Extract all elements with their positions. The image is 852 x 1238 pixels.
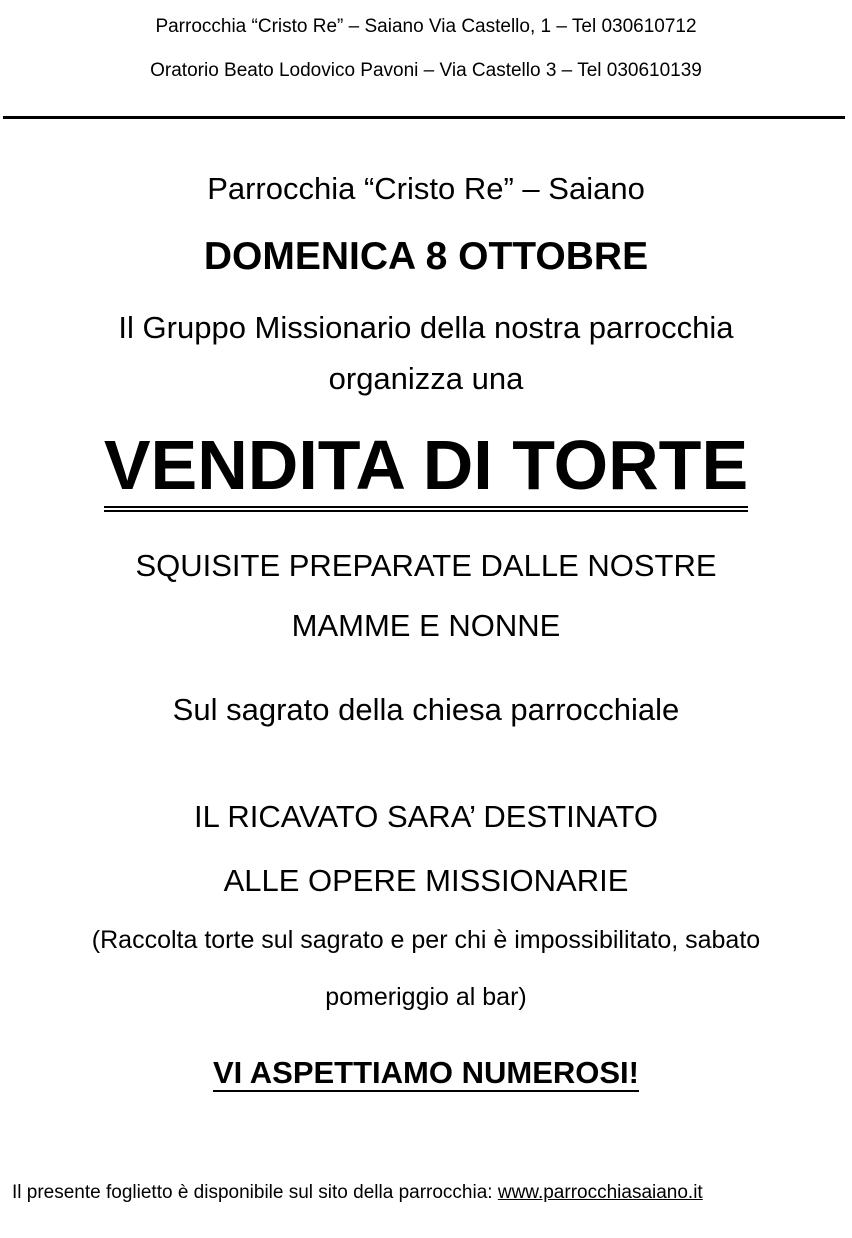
proceeds-line-2: ALLE OPERE MISSIONARIE xyxy=(223,863,629,898)
header-address-line: Parrocchia “Cristo Re” – Saiano Via Castello, 1 – Tel 030610712 xyxy=(155,16,697,37)
header-oratorio-line: Oratorio Beato Lodovico Pavoni – Via Castello 3 – Tel 030610139 xyxy=(150,60,702,81)
location-text: Sul sagrato della chiesa parrocchiale xyxy=(172,692,680,727)
collection-note-line-2: pomeriggio al bar) xyxy=(325,983,527,1011)
main-title-container xyxy=(0,426,852,512)
header-divider xyxy=(3,116,845,119)
collection-note-line-1: (Raccolta torte sul sagrato e per chi è impossibilitato, sabato xyxy=(91,926,761,954)
parish-name: Parrocchia “Cristo Re” – Saiano xyxy=(207,171,645,206)
proceeds-line-1: IL RICAVATO SARA’ DESTINATO xyxy=(194,799,658,834)
event-date: DOMENICA 8 OTTOBRE xyxy=(203,235,649,278)
closing-message: VI ASPETTIAMO NUMEROSI! xyxy=(213,1055,639,1090)
description-line-2: MAMME E NONNE xyxy=(291,608,561,643)
intro-text-line-2: organizza una xyxy=(328,361,524,396)
footer-note xyxy=(12,1183,703,1202)
closing-container xyxy=(0,1057,852,1092)
main-title: VENDITA DI TORTE xyxy=(104,430,748,512)
description-line-1: SQUISITE PREPARATE DALLE NOSTRE xyxy=(135,548,717,583)
intro-text-line-1: Il Gruppo Missionario della nostra parrocchia xyxy=(118,310,734,345)
website-link[interactable]: www.parrocchiasaiano.it xyxy=(497,1182,703,1203)
footer-text: Il presente foglietto è disponibile sul sito della parrocchia: xyxy=(12,1182,498,1203)
